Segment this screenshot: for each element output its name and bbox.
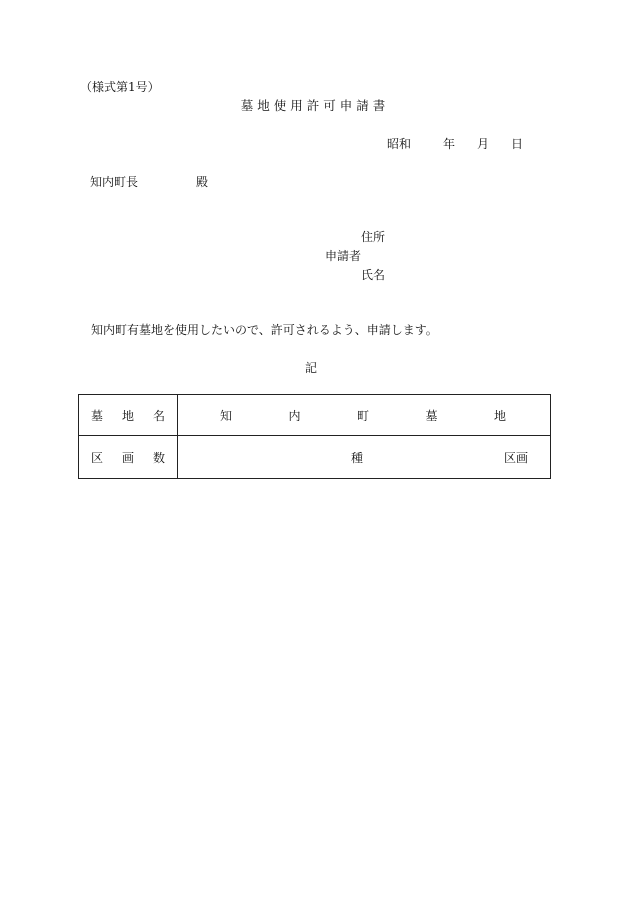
cemetery-name-value bbox=[178, 395, 551, 436]
name-label: 氏名 bbox=[361, 268, 386, 282]
label-char: 区 bbox=[91, 450, 104, 465]
label-char: 画 bbox=[121, 450, 134, 465]
plot-unit-label: 区画 bbox=[503, 451, 528, 465]
date-year: 年 bbox=[442, 137, 455, 151]
request-statement: 知内町有墓地を使用したいので、許可されるよう、申請します。 bbox=[91, 323, 438, 337]
value-char: 墓 bbox=[425, 408, 438, 423]
date-day: 日 bbox=[510, 137, 523, 151]
date-line bbox=[387, 137, 523, 151]
table-row bbox=[79, 436, 551, 479]
form-number: （様式第1号） bbox=[80, 80, 160, 94]
value-char: 地 bbox=[493, 408, 506, 423]
date-month: 月 bbox=[476, 137, 489, 151]
application-table bbox=[78, 394, 551, 479]
label-char: 墓 bbox=[91, 408, 104, 423]
ki-heading: 記 bbox=[304, 361, 317, 375]
value-char: 知 bbox=[220, 408, 233, 423]
table-row bbox=[79, 395, 551, 436]
plot-kind-label: 種 bbox=[351, 451, 364, 465]
date-era: 昭和 bbox=[386, 137, 411, 151]
plot-count-value bbox=[178, 436, 551, 479]
addressee-honorific: 殿 bbox=[196, 175, 209, 189]
addressee-name: 知内町長 bbox=[90, 175, 139, 189]
value-char: 内 bbox=[288, 408, 301, 423]
label-char: 地 bbox=[121, 408, 134, 423]
label-char: 名 bbox=[152, 408, 165, 423]
label-char: 数 bbox=[152, 450, 165, 465]
cemetery-name-label bbox=[79, 395, 178, 436]
addressee bbox=[90, 175, 208, 189]
document-title: 墓地使用許可申請書 bbox=[240, 98, 390, 113]
plot-count-label bbox=[79, 436, 178, 479]
value-char: 町 bbox=[356, 408, 369, 423]
applicant-label: 申請者 bbox=[325, 249, 362, 263]
address-label: 住所 bbox=[361, 230, 386, 244]
